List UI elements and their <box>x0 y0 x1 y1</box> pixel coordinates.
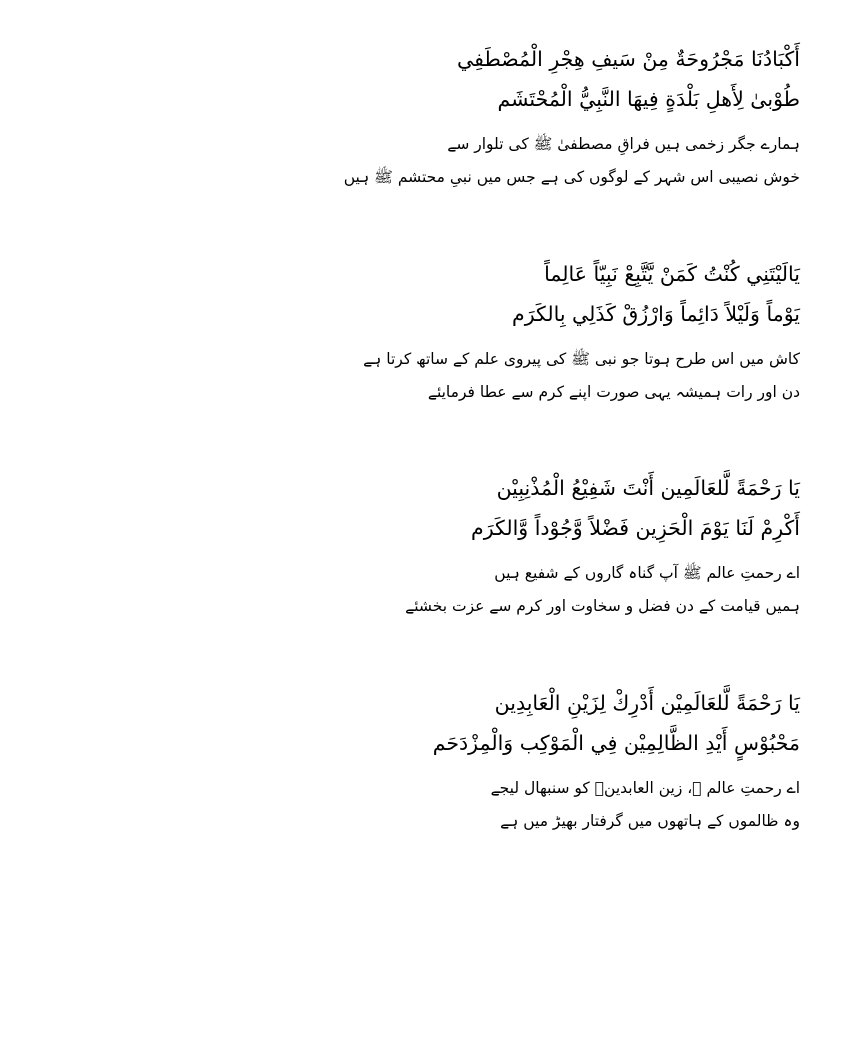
urdu-line: ہمیں قیامت کے دن فضل و سخاوت اور کرم سے عزت بخشئے <box>405 597 800 616</box>
stanza-spacer <box>48 435 800 469</box>
urdu-line: اے رحمتِ عالم ﷺ آپ گناہ گاروں کے شفیع ہیں <box>494 564 800 583</box>
arabic-line: مَحْبُوْسٍ أَيْدِ الظَّالِمِيْن فِي الْمَوْكِب وَالْمِزْدَحَم <box>432 730 800 755</box>
line-spacer <box>48 120 800 128</box>
urdu-line: اے رحمتِ عالم ﷺ، زین العابدینؓ کو سنبھال لیجے <box>490 778 800 797</box>
line-spacer <box>48 764 800 772</box>
arabic-line: يَوْماً وَلَيْلاً دَائِماً وَارْزُقْ كَذَلِي بِالكَرَم <box>512 301 800 326</box>
line-spacer <box>48 549 800 557</box>
urdu-line: وہ ظالموں کے ہاتھوں میں گرفتار بھیڑ میں ہے <box>500 811 800 830</box>
urdu-line: کاش میں اس طرح ہوتا جو نبی ﷺ کی پیروی علم کے ساتھ کرتا ہے <box>363 349 800 368</box>
arabic-line: أَكْبَادُنَا مَجْرُوحَةٌ مِنْ سَيفِ هِجْرِ الْمُصْطَفِي <box>456 47 800 71</box>
arabic-line: أَكْرِمْ لَنَا يَوْمَ الْحَزِين فَضْلاً وَّجُوْداً وَّالكَرَم <box>471 516 800 541</box>
arabic-line: يَا رَحْمَةً لَّلعَالَمِيْن أَدْرِكْ لِزَيْنِ الْعَابِدِين <box>494 690 800 715</box>
arabic-line: طُوْبىٰ لِأَهلِ بَلْدَةٍ فِيهَا النَّبِيُّ الْمُحْتَشَم <box>497 86 800 111</box>
stanza-4 <box>48 684 800 839</box>
arabic-line: يَا رَحْمَةً لَّلعَالَمِين أَنْتَ شَفِيْعُ الْمُذْنِبِيْن <box>496 476 800 501</box>
stanza-spacer <box>48 650 800 684</box>
urdu-line: دن اور رات ہمیشہ یہی صورت اپنے کرم سے عطا فرمایئے <box>427 382 800 401</box>
urdu-line: ہمارے جگر زخمی ہیں فراقِ مصطفیٰ ﷺ کی تلوار سے <box>447 134 800 153</box>
line-spacer <box>48 335 800 343</box>
urdu-line: خوش نصیبی اس شہر کے لوگوں کی ہے جس میں نبیِ محتشم ﷺ ہیں <box>343 168 800 187</box>
stanza-2 <box>48 255 800 410</box>
stanza-spacer <box>48 221 800 255</box>
stanza-3 <box>48 469 800 624</box>
arabic-line: يَالَيْتَنِي كُنْتُ كَمَنْ يَّتَّبِعْ نَبِيّاً عَالِماً <box>544 261 800 286</box>
stanza-1 <box>48 40 800 195</box>
